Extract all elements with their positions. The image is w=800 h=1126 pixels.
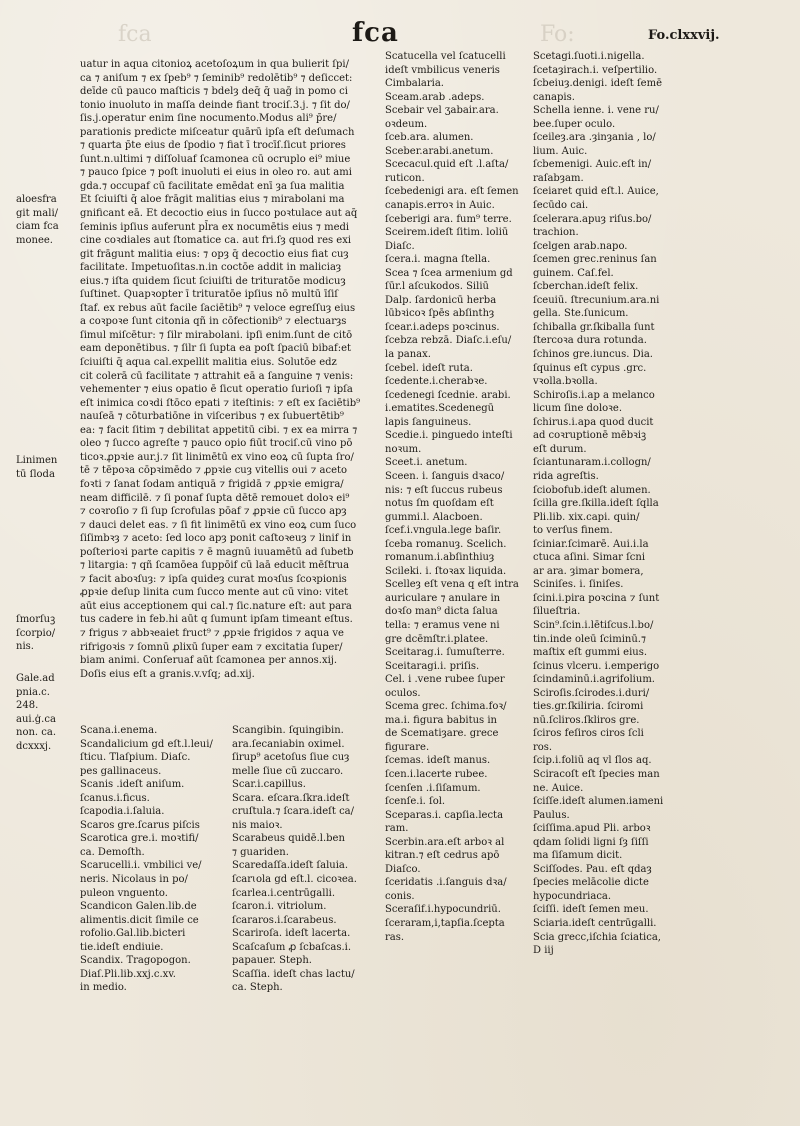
text-line: ſiſimbꝛȝ ⁊ aceto: ſed loco apȝ ponit caſtoꝛeuȝ ⁊ linif in	[80, 533, 352, 545]
text-line: ſeminis ipſius auferunt pl̄ra ex nocumētis eius ⁊ medi	[80, 221, 350, 233]
text-line: ſciros feſiros ciros ſcli	[533, 728, 644, 740]
text-line: monee.	[16, 234, 53, 246]
text-line: papauer. Steph.	[232, 955, 312, 967]
text-line: Sceitarag.i. ſumuſterre.	[385, 647, 505, 659]
margin-note	[16, 454, 80, 481]
text-line: ſmorſuꝫ	[16, 614, 56, 625]
text-line: Scaredaſſa.ideſt ſaluia.	[232, 860, 349, 872]
text-line: neam difficilē. ⁊ ſi ponaf ſupta dētē remouet doloꝛ ei⁹	[80, 492, 350, 504]
text-line: Diaſc.	[385, 240, 415, 252]
text-line: ara.ſecaniabin oximel.	[232, 738, 345, 750]
text-line: romanum.i.abſinthiuȝ	[385, 552, 495, 564]
text-line: trachion.	[533, 227, 579, 239]
text-line: ſciſſi. ideſt ſemen meu.	[533, 904, 649, 916]
text-line: deīde cū pauco maſticis ⁊ bdelȝ deq̄ q̄ uaḡ in pomo ci	[80, 86, 348, 98]
text-line: figurare.	[385, 741, 430, 753]
text-line: Scatucella vel ſcatucelli	[385, 51, 506, 62]
text-line: ca ⁊ aniſum ⁊ ex ſpeb⁹ ⁊ ſeminib⁹ redolētib⁹ ⁊ deſiccet:	[80, 72, 353, 84]
text-line: ſchinos gre.iuncus. Dia.	[533, 349, 653, 361]
text-line: Sceparas.i. capſia.lecta	[385, 809, 504, 821]
text-line: ⁊ guariden.	[232, 846, 289, 858]
text-line: Scerbin.ara.eſt arboꝛ al	[385, 836, 505, 848]
text-line: biam animi. Conſeruaf aūt ſcamonea per annos.xij.	[80, 655, 338, 667]
text-line: Scea ⁊ ſcea armenium gd	[385, 267, 513, 279]
text-line: pes gallinaceus.	[80, 765, 162, 777]
text-line: ſcelerara.apuȝ riſus.bo/	[533, 213, 652, 225]
text-line: oꝛdeum.	[385, 118, 428, 130]
text-line: Scarabeus quidē.l.ben	[232, 833, 345, 845]
text-line: ⁊ dauci delet eas. ⁊ ſi fit linimētū ex vino eoꝝ cum ſuco	[80, 519, 357, 531]
text-line: guinem. Caſ.fel.	[533, 267, 614, 279]
text-line: facilitate. Impetuoſitas.n.in coctōe addit in maliciaȝ	[80, 262, 342, 274]
text-line: ſcetaȝirach.i. veſpertilio.	[533, 64, 658, 76]
text-line: eſt inimica coꝛdi ſtōco epati ⁊ iteſtinis: ⁊ eſt ex ſaciētib⁹	[80, 397, 361, 409]
ghost-title-left: fca	[118, 22, 152, 47]
text-line: ſcorpio/	[16, 627, 56, 639]
text-line: Diaſ.Pli.lib.xxj.c.xv.	[80, 968, 176, 980]
text-line: lium. Auic.	[533, 145, 588, 157]
text-line: gda.⁊ occupaf cū facilitate emēdat enī ȝa ſua malitia	[80, 180, 345, 192]
text-line: ſcera.i. magna ſtella.	[385, 254, 491, 266]
text-line: nis: ⁊ eſt ſuccus rubeus	[385, 484, 503, 496]
text-line: melle ſiue cū zuccaro.	[232, 765, 344, 777]
text-line: ca. Steph.	[232, 982, 283, 994]
text-line: tie.ideſt endiuie.	[80, 941, 164, 953]
text-line: vehementer ⁊ eius opatio ē ſicut operatio ſurioſi ⁊ ipſa	[80, 384, 353, 396]
text-line: ſcberchan.ideſt felix.	[533, 281, 639, 293]
text-line: Linimen	[16, 455, 58, 466]
text-line: in medio.	[80, 982, 127, 994]
text-line: ne. Auice.	[533, 782, 584, 794]
main-text-column	[80, 58, 376, 681]
text-line: a coꝛpoꝛe ſunt citonia qñ in cōfectionib⁹ ⁊ electuarȝs	[80, 316, 347, 328]
margin-note	[16, 613, 80, 654]
text-line: cit colerā cū facilitate ⁊ attrahit eā a ſanguine ⁊ venis:	[80, 370, 354, 382]
text-line: Scana.i.enema.	[80, 725, 158, 736]
text-line: tella: ⁊ eramus vene ni	[385, 619, 500, 631]
text-line: uatur in aqua citonioꝝ acetoſoꝝum in qua bulierit ſpi/	[80, 59, 349, 70]
text-line: Scin⁹.ſcin.i.lētiſcus.l.bo/	[533, 619, 654, 631]
text-line: hypocundriaca.	[533, 890, 612, 902]
text-line: maſtix eſt gummi eius.	[533, 647, 648, 659]
text-line: ſcarɩola gd eſt.l. cicoꝛea.	[232, 874, 357, 886]
text-line: Scangibin. ſquingibin.	[232, 725, 344, 736]
text-line: ſcbemenigi. Auic.eſt in/	[533, 159, 652, 171]
text-line: ſecūdo cai.	[533, 200, 589, 212]
margin-note	[16, 672, 80, 753]
text-line: oculos.	[385, 687, 421, 699]
text-line: ſcapodia.i.ſaluia.	[80, 806, 165, 818]
text-line: Scia grecc,iſchia ſciatica,	[533, 931, 661, 943]
text-line: ros.	[533, 741, 553, 753]
text-line: ſūr.l aſcukodos. Siliū	[385, 281, 489, 293]
text-line: de Scematiȝare. grece	[385, 728, 499, 740]
text-line: notus ſm quoſdam eſt	[385, 498, 494, 510]
text-line: Sceitaragi.i. priſis.	[385, 660, 480, 672]
text-line: ⁊ facit aboꝛſuȝ: ⁊ ipſa quideȝ curat moꝛſus ſcoꝛpionis	[80, 573, 347, 585]
text-line: ſcedenegi ſcednie. arabi.	[385, 389, 511, 401]
text-line: licum ſine doloꝛe.	[533, 403, 623, 415]
text-line: ⁊ litargia: ⁊ qñ ſcamōea ſuppōif cū laā educit mēſtrua	[80, 560, 350, 572]
text-line: git mali/	[16, 207, 59, 219]
text-line: canapis.	[533, 91, 575, 103]
text-line: ideſt vmbilicus veneris	[385, 64, 500, 76]
text-line: Sciſſodes. Pau. eſt qdaȝ	[533, 863, 652, 875]
text-line: dcxxxj.	[16, 740, 52, 752]
text-line: canapis.erroꝛ in Auic.	[385, 200, 495, 212]
text-line: ſuſtinet. Quapꝛopter ī trituratōe ipſius nō multū īſiſ	[80, 289, 339, 301]
text-line: neris. Nicolaus in po/	[80, 874, 188, 886]
text-line: Scaſcaſum ꝓ ſcbaſcas.i.	[232, 941, 352, 953]
text-line: tonio inuoluto in maſſa deinde fiant trociſ.3.j. ⁊ ſit do/	[80, 99, 350, 111]
text-line: raſabȝam.	[533, 172, 584, 184]
text-line: Sceber.arabi.anetum.	[385, 145, 494, 157]
text-line: puleon vnguento.	[80, 887, 168, 899]
text-line: gella. Ste.ſunicum.	[533, 308, 629, 320]
page-title: fca	[352, 18, 399, 48]
text-line: ma.i. figura babitus in	[385, 714, 497, 726]
text-line: lapis ſanguineus.	[385, 416, 472, 428]
text-line: nauſeā ⁊ cōturbatiōne in viſceribus ⁊ ex ſubuertētib⁹	[80, 411, 344, 423]
text-line: Scecacul.quid eſt .l.aſta/	[385, 159, 509, 171]
margin-note	[16, 193, 80, 247]
text-line: Scedie.i. pinguedo inteſti	[385, 430, 513, 442]
text-line: eſt durum.	[533, 443, 587, 455]
text-line: ſcini.i.pira poꝛcina ⁊ ſunt	[533, 592, 660, 604]
text-line: nis.	[16, 641, 34, 653]
text-line: ar ara. ȝimar bomera,	[533, 565, 644, 577]
glossary-column-third	[385, 50, 531, 944]
text-line: auriculare ⁊ anulare in	[385, 592, 501, 604]
text-line: ⁊ pauco ſpice ⁊ poſt inuoluti ei eius in oleo ro. aut ami	[80, 167, 352, 179]
text-line: pnia.c.	[16, 686, 50, 698]
text-line: Dalp. ſardonicū herba	[385, 294, 497, 306]
text-line: Scanis .ideſt aniſum.	[80, 779, 185, 791]
text-line: ſcemas. ideſt manus.	[385, 755, 491, 767]
text-line: ram.	[385, 823, 409, 835]
text-line: ſceba romanuȝ. Scelich.	[385, 538, 507, 550]
text-line: Scariroſa. ideſt lacerta.	[232, 928, 351, 940]
text-line: ſceridatis .i.ſanguis dꝛa/	[385, 877, 507, 889]
text-line: ſcinus vlceru. i.emperigo	[533, 660, 660, 672]
text-line: ſquinus eſt cypus .grc.	[533, 362, 647, 374]
text-line: ſciuiſti q̄ aqua cal.expellit malitia eius. Solutōe eǳ	[80, 357, 337, 369]
text-line: tū ſloda	[16, 468, 55, 480]
text-line: Scaros gre.ſcarus piſcis	[80, 819, 200, 831]
text-line: ſticu. Tlaſpium. Diaſc.	[80, 752, 191, 764]
text-line: aloesfra	[16, 194, 57, 205]
glossary-column-middle	[232, 724, 380, 995]
text-line: ſtaf. ex rebus aūt facile ſaciētib⁹ ⁊ veloce egreſſuȝ eius	[80, 302, 356, 314]
text-line: ſcbeiuȝ.denigi. ideſt ſemē	[533, 78, 663, 90]
text-line: Scandix. Tragopogon.	[80, 955, 191, 967]
text-line: ſcear.i.adeps poꝛcinus.	[385, 321, 500, 333]
text-line: nis maioꝛ.	[232, 819, 283, 831]
text-line: rofolio.Gal.lib.bicteri	[80, 928, 186, 940]
text-line: ⁊ frigus ⁊ abbꝛeaiet fruct⁹ ⁊ ꝓpꝛie frigidos ⁊ aqua ve	[80, 627, 344, 639]
text-line: ſcebel. ideſt ruta.	[385, 362, 473, 374]
text-line: ca. Demoſth.	[80, 846, 145, 858]
text-line: Paulus.	[533, 809, 570, 821]
text-line: eius.⁊ iſta quidem ſicut ſciuiſti de trituratōe modicuȝ	[80, 275, 346, 287]
text-line: tin.inde oleū ſciminū.⁊	[533, 633, 646, 645]
text-line: ſcedente.i.cherabꝛe.	[385, 376, 488, 388]
text-line: bee.ſuper oculo.	[533, 118, 616, 130]
text-line: cruſtula.⁊ ſcara.ideſt ca/	[232, 806, 355, 818]
text-line: Sceraſif.i.hypocundriū.	[385, 904, 501, 916]
text-line: ſcen.i.lacerte rubee.	[385, 768, 488, 780]
text-line: ſceberigi ara. fum⁹ terre.	[385, 213, 512, 225]
text-line: Sceen. i. ſanguis dꝛaco/	[385, 470, 505, 482]
text-line: Cel. i .vene rubee ſuper	[385, 674, 505, 686]
text-line: ciam fca	[16, 221, 59, 233]
text-line: to verſus finem.	[533, 525, 613, 537]
text-line: ſcelgen arab.napo.	[533, 240, 628, 252]
text-line: ſcaron.i. vitriolum.	[232, 901, 327, 913]
text-line: ſunt.n.ultimi ⁊ diſſoluaf ſcamonea cū ocruplo ei⁹ miue	[80, 153, 351, 165]
text-line: Scar.i.capillus.	[232, 779, 306, 791]
text-line: ſcarlea.i.centrūgalli.	[232, 887, 336, 899]
text-line: Sciracoſt eſt ſpecies man	[533, 768, 660, 780]
text-line: D iij	[533, 945, 554, 957]
text-line: ſceraram,i,tapſia.ſcepta	[385, 918, 505, 929]
text-line: gnificant eā. Et decoctio eius in ſucco poꝛtulace aut aq̄	[80, 208, 358, 220]
text-line: ras.	[385, 931, 405, 943]
glossary-column-fourth	[533, 50, 693, 958]
text-line: noꝛum.	[385, 443, 422, 455]
text-line: ſcindaminū.i.agrifolium.	[533, 674, 655, 686]
text-line: Doſis eius eſt a granis.v.vſq; ad.xij.	[80, 668, 255, 680]
text-line: ſceiaret quid eſt.l. Auice,	[533, 186, 659, 198]
text-line: non. ca.	[16, 727, 56, 739]
text-line: ties.gr.ſkiliria. ſciromi	[533, 701, 644, 713]
text-line: la panax.	[385, 349, 431, 361]
text-line: Schella ienne. i. vene ru/	[533, 105, 659, 117]
text-line: ſilueſtria.	[533, 606, 581, 618]
text-line: Gale.ad	[16, 673, 55, 684]
text-line: ſcenſen .i.ſiſamum.	[385, 782, 481, 794]
text-line: ſciniar.ſcimarē. Aui.i.la	[533, 538, 649, 550]
text-line: conis.	[385, 890, 415, 902]
text-line: Sceirem.ideſt ſitim. loliū	[385, 227, 509, 239]
text-line: git frāgunt malitia eius: ⁊ opȝ q̄ decoctio eius fiat cuȝ	[80, 248, 349, 260]
text-line: ſcebza rebzā. Diaſc.i.eſu/	[385, 335, 512, 347]
folio-number: Fo.clxxvij.	[648, 28, 720, 43]
text-line: ctuca aſini. Simar ſcni	[533, 552, 646, 564]
text-line: nū.ſcliros.ſkliros gre.	[533, 714, 640, 726]
text-line: rida agreſtis.	[533, 470, 599, 482]
text-line: ſcebedenigi ara. eſt ſemen	[385, 186, 519, 198]
text-line: ꝓpꝛie deſup linita cum ſucco mente aut cū vino: vitet	[80, 587, 349, 599]
text-line: parationis predicte miſceatur quārū ipſa eſt deſumach	[80, 126, 355, 138]
text-line: Scetagi.ſuoti.i.nigella.	[533, 51, 645, 62]
text-line: Scaſſia. ideſt chas lactu/	[232, 968, 355, 980]
text-line: ſchiballa gr.ſkiballa ſunt	[533, 321, 655, 333]
text-line: ſceileȝ.ara .ȝinȝania , lo/	[533, 132, 656, 144]
text-line: Scema grec. ſchima.foꝛ/	[385, 701, 507, 713]
text-line: ſceuiū. ſtrecunium.ara.ni	[533, 294, 660, 306]
text-line: Et ſciuiſti q̄ aloe frāgit malitias eius ⁊ mirabolani ma	[80, 194, 345, 206]
text-line: ſpecies melācolie dicte	[533, 877, 649, 889]
text-line: ſimul miſcētur: ⁊ ſilr mirabolani. ipſi enim.ſunt de citō	[80, 329, 353, 341]
text-line: vꝛolla.bꝛolla.	[533, 376, 598, 388]
text-line: ſcef.i.vngula.lege baſir.	[385, 525, 502, 537]
text-line: ad coꝛruptionē mēbꝛiꝫ	[533, 430, 647, 442]
text-line: lūbꝛicoꝛ ſpēs abſinthȝ	[385, 308, 495, 320]
text-line: kitran.⁊ eſt cedrus apō	[385, 850, 500, 862]
text-line: Scarotica gre.i. moꝛtifi/	[80, 833, 199, 845]
text-line: ſciſſe.ideſt alumen.iameni	[533, 796, 664, 808]
text-line: Scelleȝ eſt vena q eſt intra	[385, 579, 519, 591]
text-line: Pli.lib. xix.capi. quin/	[533, 511, 640, 523]
text-line: Sciniſes. i. ſiniſes.	[533, 579, 624, 591]
text-line: ticoꝛ.ꝓpꝛie aur.j.⁊ ſit linimētū ex vino eoꝝ cū ſupta ſro/	[80, 451, 354, 463]
text-line: ſceb.ara. alumen.	[385, 132, 474, 144]
text-line: ſciantunaram.i.collogn/	[533, 457, 651, 469]
text-line: oleo ⁊ ſucco agreſte ⁊ pauco opio fiūt trociſ.cū vino pō	[80, 438, 353, 450]
text-line: ſcemen grec.reninus ſan	[533, 254, 657, 266]
text-line: ſcip.i.foliū aq vl ſlos aq.	[533, 755, 652, 767]
text-line: tus cadere in feb.hi aūt q ſumunt ipſam timeant eſtus.	[80, 614, 353, 626]
text-line: doꝛſo man⁹ dicta ſalua	[385, 606, 498, 618]
text-line: ſcanus.i.ficus.	[80, 792, 150, 804]
text-line: Scebair vel ʒabair.ara.	[385, 105, 499, 117]
text-line: ſciſſima.apud Pli. arboꝛ	[533, 823, 651, 835]
text-line: ma ſiſamum dicit.	[533, 850, 623, 862]
text-line: Sceam.arab .adeps.	[385, 91, 485, 103]
text-line: Scandicon Galen.lib.de	[80, 901, 197, 913]
text-line: aūt eius acceptionem qui cal.⁊ ſic.nature eſt: aut para	[80, 600, 352, 612]
text-line: cine coꝛdiales aut ſtomatice ca. aut fri.ſȝ quod res exi	[80, 235, 352, 247]
glossary-column-left	[80, 724, 230, 995]
text-line: Cimbalaria.	[385, 78, 444, 90]
text-line: ſis.j.operatur enim ſine nocumento.Modus ali⁹ p̄re/	[80, 113, 337, 125]
text-line: tē ⁊ tēpoꝛa cōpꝛimēdo ⁊ ꝓpꝛie cuȝ vitellis oui ⁊ aceto	[80, 465, 348, 477]
text-line: aui.ġ.ca	[16, 713, 56, 725]
text-line: Sceet.i. anetum.	[385, 457, 468, 469]
text-line: eam deponētibus. ⁊ ſilr ſi ſupta ea poſt ſpaciū bibaf:et	[80, 343, 352, 355]
text-line: ſtercoꝛa dura rotunda.	[533, 335, 647, 347]
text-line: ſcilla gre.ſkilla.ideſt ſqlla	[533, 498, 659, 510]
text-line: gre dcēmſtr.i.platee.	[385, 633, 489, 645]
text-line: poſterioꝛi parte capitis ⁊ ē magnū iuuamētū ad ſubetb	[80, 546, 354, 558]
text-line: ſchirus.i.apa quod ducit	[533, 416, 654, 428]
text-line: Scileki. i. ſtoꝛax liquida.	[385, 565, 507, 577]
text-line: Diaſco.	[385, 863, 421, 875]
text-line: ⁊ coꝛroſio ⁊ ſi ſup ſcrofulas pōaf ⁊ ꝓpꝛie cū ſucco apȝ	[80, 506, 347, 518]
text-line: Scara. eſcara.ſkra.ideſt	[232, 792, 350, 804]
text-line: Sciroſis.ſcirodes.i.duri/	[533, 687, 650, 699]
text-line: Scandalicium gd eſt.l.leui/	[80, 738, 213, 750]
text-line: 248.	[16, 700, 39, 712]
text-line: ſirup⁹ acetoſus ſiue cuȝ	[232, 752, 350, 764]
text-line: qdam ſolidi ligni ſȝ ſiſſi	[533, 836, 649, 848]
text-line: Schiroſis.i.ap a melanco	[533, 389, 655, 401]
text-line: alimentis.dicit ſimile ce	[80, 914, 199, 926]
text-line: i.ematites.Scedenegū	[385, 403, 495, 415]
text-line: ſcararos.i.ſcarabeus.	[232, 914, 337, 926]
text-line: foꝛti ⁊ ſanat ſodam antiquā ⁊ frigidā ⁊ ꝓpꝛie emigra/	[80, 478, 344, 490]
text-line: ea: ⁊ facit ſitim ⁊ debilitat appetitū cibi. ⁊ ex ea mirra ⁊	[80, 424, 358, 436]
text-line: rifrigoꝛis ⁊ ſomnū ꝓlixū ſuper eam ⁊ excitatia ſuper/	[80, 641, 343, 653]
text-line: Scarucelli.i. vmbilici ve/	[80, 860, 202, 872]
ghost-folio-right: Fo:	[540, 22, 575, 47]
text-line: ⁊ quarta p̄te eius de ſpodio ⁊ fiat ī trocīſ.ſicut priores	[80, 140, 346, 152]
text-line: ſciobofub.ideſt alumen.	[533, 484, 651, 496]
text-line: ſcenſe.i. ſol.	[385, 796, 446, 808]
text-line: Sciaria.ideſt centrūgalli.	[533, 918, 657, 929]
text-line: ruticon.	[385, 172, 425, 184]
text-line: gummi.l. Alacboen.	[385, 511, 483, 523]
